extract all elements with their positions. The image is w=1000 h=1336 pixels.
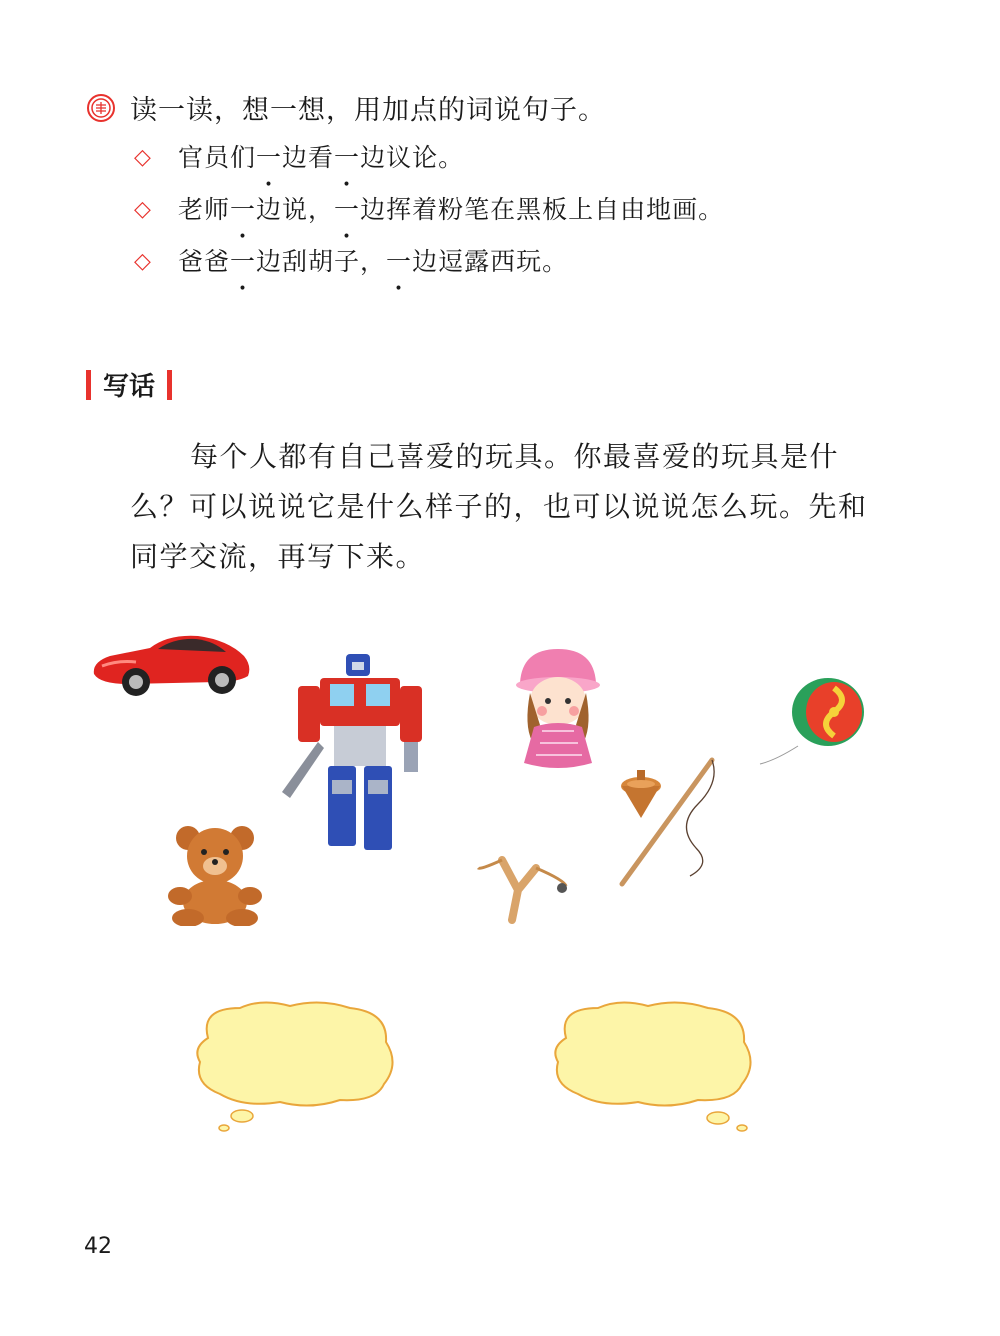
slingshot-icon [474,850,574,925]
list-item [134,246,724,298]
teddy-bear-icon [162,822,268,926]
robot-toy-icon [278,650,443,855]
sentence-text: 官员们一边看一边议论。 [178,143,465,172]
prompt-paragraph: 每个人都有自己喜爱的玩具。你最喜爱的玩具是什么？可以说说它是什么样子的，也可以说说怎么玩。先和同学交流，再写下来。 [130,440,868,573]
sentence-text: 老师一边说，一边挥着粉笔在黑板上自由地画。 [178,195,725,224]
writing-prompt [130,432,880,582]
section-title: 写话 [103,372,156,402]
exercise-list [134,142,724,298]
thought-bubble-right-shape [548,998,758,1138]
doll-toy-icon [512,645,602,775]
exercise-title: 读一读，想一想，用加点的词说句子。 [130,95,606,126]
diamond-bullet-icon: ◇ [134,249,151,274]
thought-bubble-left-shape [190,998,400,1138]
diamond-bullet-icon: ◇ [134,197,151,222]
list-item [134,194,724,246]
heading-bar-left [86,370,91,400]
heading-bar-right [167,370,172,400]
sentence-text: 爸爸一边刮胡子，一边逗露西玩。 [178,247,569,276]
yoyo-string-icon [758,742,808,766]
yoyo-toy-icon [788,672,868,752]
section-heading [86,366,172,403]
seal-icon [86,93,116,123]
toy-car-icon [88,622,253,702]
list-item [134,142,724,194]
diamond-bullet-icon: ◇ [134,145,151,170]
exercise-header [86,88,606,127]
whip-toy-icon [616,752,726,892]
page-number: 42 [84,1234,112,1259]
